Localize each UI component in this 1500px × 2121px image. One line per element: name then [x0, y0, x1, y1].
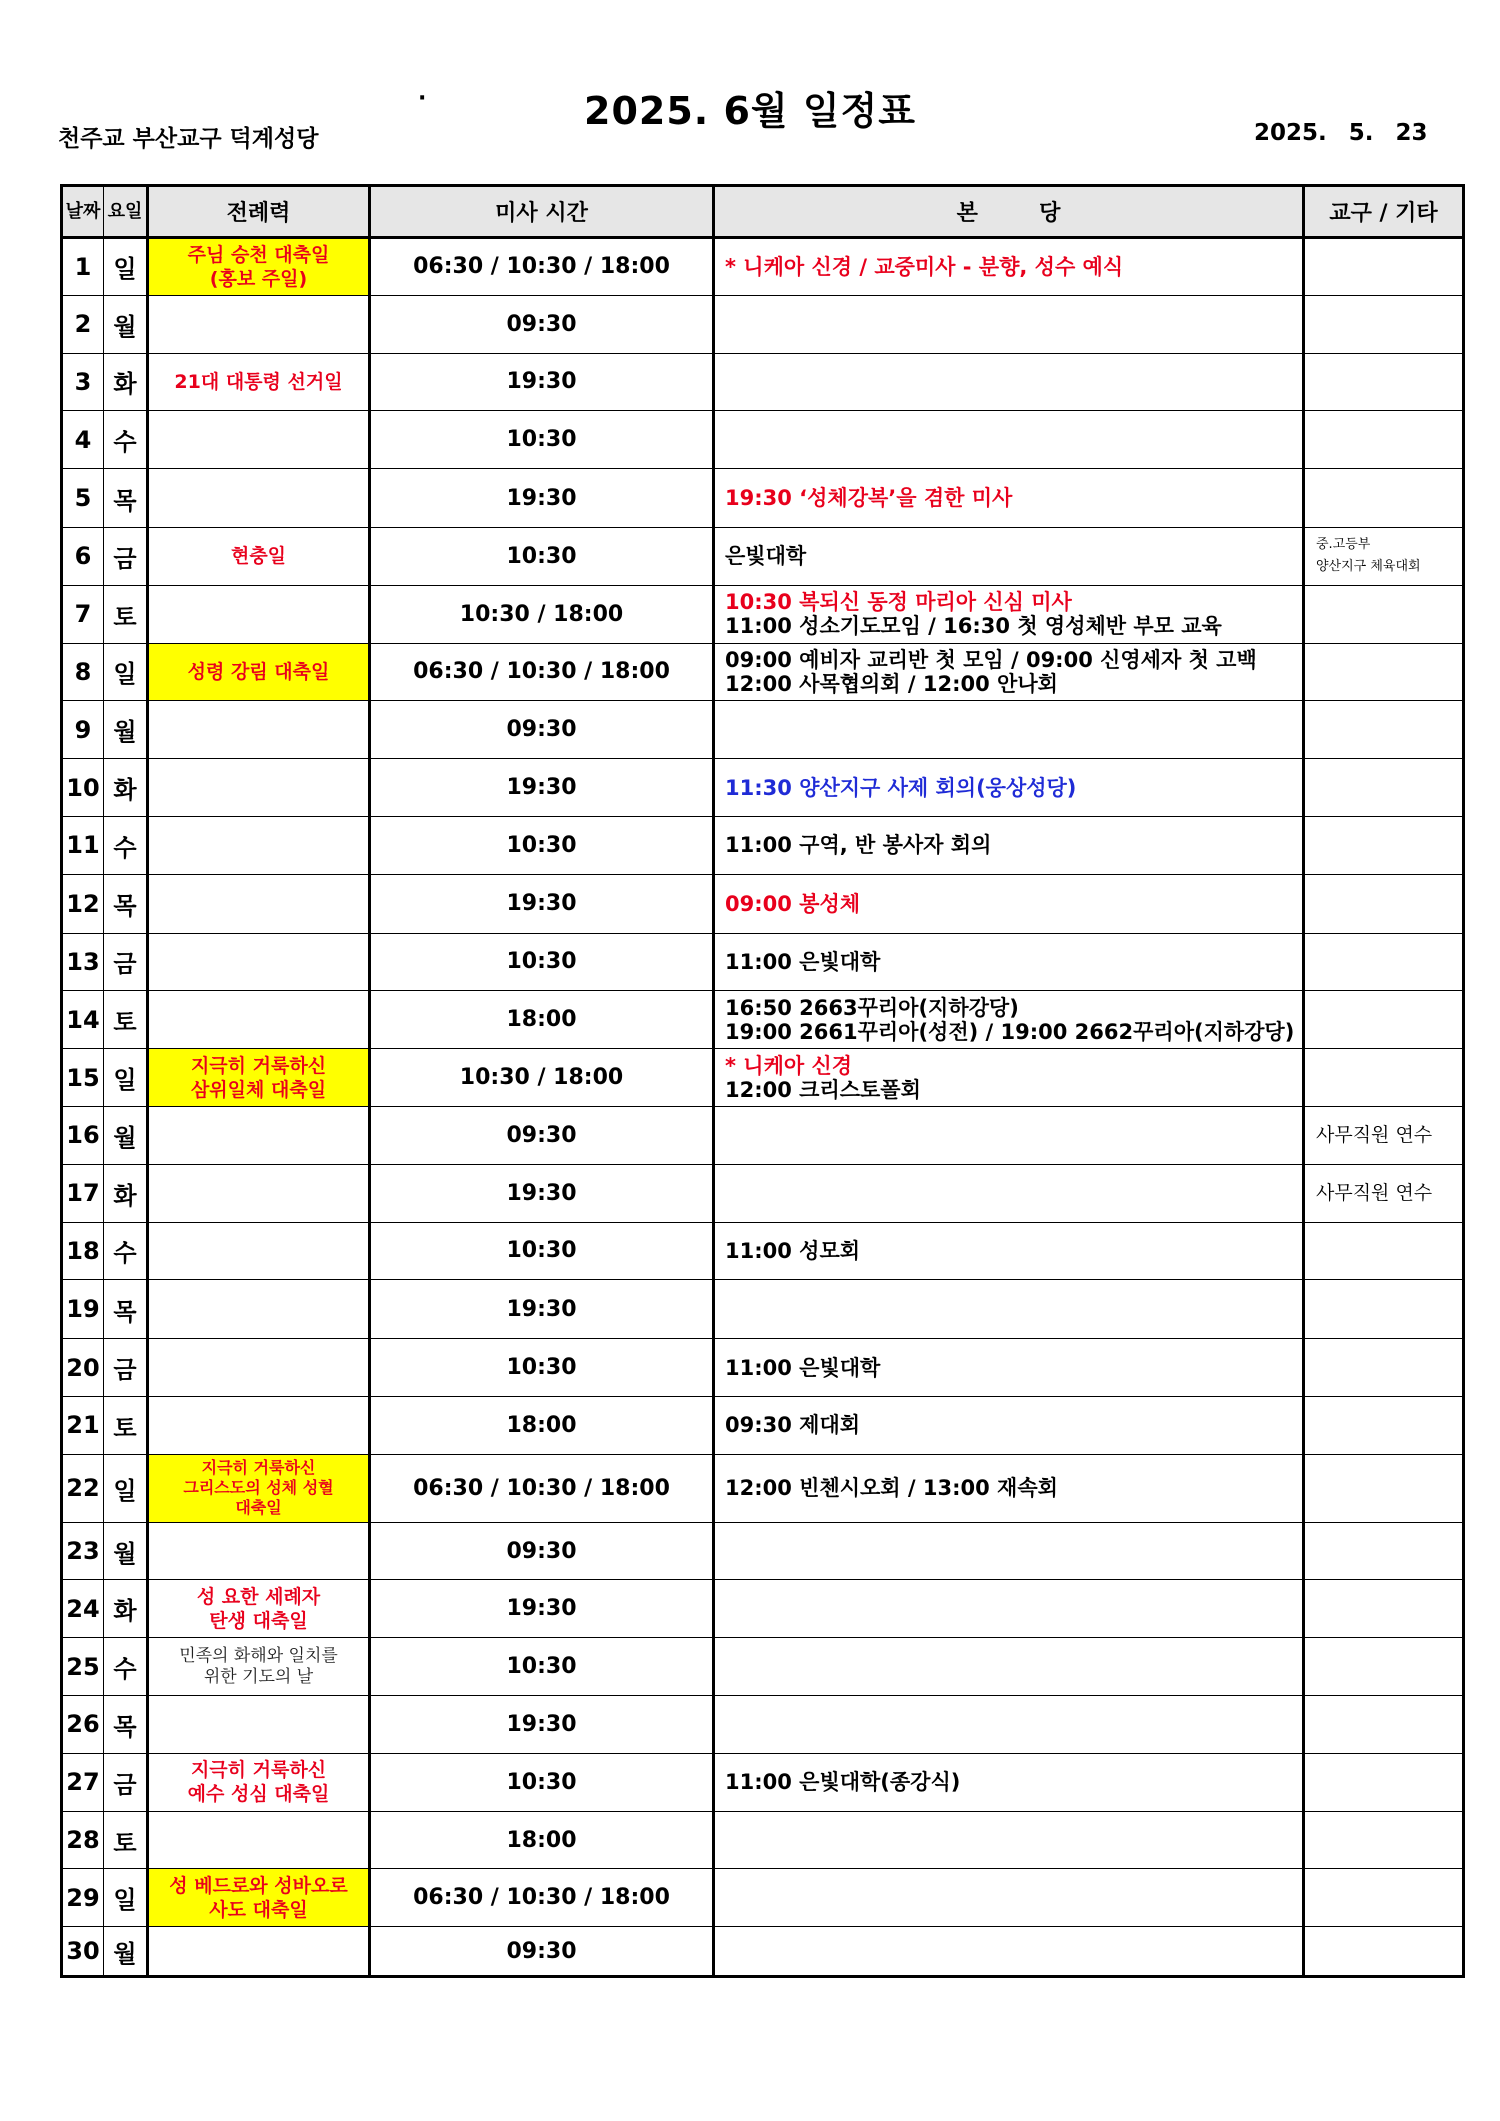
liturgy-cell	[148, 1222, 370, 1280]
table-row	[62, 238, 1464, 296]
liturgy-cell	[148, 643, 370, 701]
parish-events-cell	[714, 585, 1304, 643]
weekday-cell: 수	[104, 1222, 148, 1280]
document-date: 2025. 5. 23	[1254, 120, 1428, 146]
cell-line: 성 요한 세례자	[196, 1585, 321, 1608]
cell-line: 11:00 은빛대학(종강식)	[725, 1770, 961, 1795]
weekday-cell: 금	[104, 1339, 148, 1397]
parish-events-cell	[714, 759, 1304, 817]
mass-time-cell: 09:30	[370, 1106, 714, 1164]
diocese-etc-cell	[1304, 1049, 1464, 1107]
table-row	[62, 816, 1464, 874]
mass-time-cell: 19:30	[370, 1280, 714, 1339]
diocese-etc-cell	[1304, 759, 1464, 817]
parish-events-cell	[714, 1339, 1304, 1397]
parish-events-cell	[714, 1696, 1304, 1754]
parish-events-cell	[714, 1164, 1304, 1222]
table-row	[62, 759, 1464, 817]
table-row	[62, 295, 1464, 353]
diocese-etc-cell	[1304, 1106, 1464, 1164]
cell-line: 현충일	[230, 545, 287, 568]
diocese-etc-cell	[1304, 1753, 1464, 1811]
cell-line: 11:30 양산지구 사제 회의(웅상성당)	[725, 775, 1077, 800]
header-dot: ·	[418, 86, 427, 111]
liturgy-cell	[148, 527, 370, 585]
diocese-etc-cell	[1304, 1222, 1464, 1280]
cell-line: 12:00 빈첸시오회 / 13:00 재속회	[725, 1476, 1058, 1501]
mass-time-cell: 06:30 / 10:30 / 18:00	[370, 1869, 714, 1927]
mass-time-cell: 09:30	[370, 1522, 714, 1580]
table-row	[62, 874, 1464, 933]
day-cell: 11	[62, 816, 104, 874]
weekday-cell: 토	[104, 1811, 148, 1869]
parish-events-cell	[714, 1396, 1304, 1454]
weekday-cell: 일	[104, 1049, 148, 1107]
page-title: 2025. 6월 일정표	[584, 89, 916, 133]
mass-time-cell: 19:30	[370, 759, 714, 817]
cell-line: 지극히 거룩하신	[190, 1759, 327, 1782]
diocese-etc-cell	[1304, 1580, 1464, 1638]
liturgy-cell	[148, 759, 370, 817]
weekday-cell: 일	[104, 238, 148, 296]
cell-line: (홍보 주일)	[209, 267, 308, 290]
liturgy-cell	[148, 353, 370, 411]
day-cell: 27	[62, 1753, 104, 1811]
diocese-etc-cell	[1304, 874, 1464, 933]
cell-line: 12:00 사목협의회 / 12:00 안나회	[725, 671, 1058, 696]
weekday-cell: 목	[104, 469, 148, 528]
liturgy-cell	[148, 238, 370, 296]
cell-line: 성령 강림 대축일	[187, 660, 330, 683]
cell-line: 성 베드로와 성바오로	[169, 1874, 348, 1897]
weekday-cell: 월	[104, 1927, 148, 1977]
cell-line: 사무직원 연수	[1316, 1182, 1433, 1205]
cell-line: 탄생 대축일	[209, 1609, 308, 1632]
day-cell: 23	[62, 1522, 104, 1580]
liturgy-cell	[148, 1454, 370, 1522]
cell-line: 주님 승천 대축일	[187, 243, 330, 266]
day-cell: 5	[62, 469, 104, 528]
table-row	[62, 411, 1464, 469]
day-cell: 28	[62, 1811, 104, 1869]
day-cell: 6	[62, 527, 104, 585]
weekday-cell: 금	[104, 527, 148, 585]
diocese-etc-cell	[1304, 1869, 1464, 1927]
day-cell: 3	[62, 353, 104, 411]
cell-line: 지극히 거룩하신	[190, 1054, 327, 1077]
day-cell: 17	[62, 1164, 104, 1222]
liturgy-cell	[148, 1396, 370, 1454]
table-row	[62, 1396, 1464, 1454]
liturgy-cell	[148, 1638, 370, 1696]
day-cell: 25	[62, 1638, 104, 1696]
weekday-cell: 일	[104, 643, 148, 701]
table-row	[62, 1522, 1464, 1580]
parish-events-cell	[714, 701, 1304, 759]
parish-events-cell	[714, 1222, 1304, 1280]
cell-line: 09:00 봉성체	[725, 891, 861, 916]
cell-line: 11:00 은빛대학	[725, 949, 881, 974]
weekday-cell: 토	[104, 1396, 148, 1454]
day-cell: 12	[62, 874, 104, 933]
parish-events-cell	[714, 1106, 1304, 1164]
diocese-etc-cell	[1304, 1164, 1464, 1222]
liturgy-cell	[148, 1696, 370, 1754]
parish-events-cell	[714, 816, 1304, 874]
table-row	[62, 1049, 1464, 1107]
table-row	[62, 933, 1464, 991]
table-row	[62, 1280, 1464, 1339]
weekday-cell: 금	[104, 933, 148, 991]
diocese-etc-cell	[1304, 643, 1464, 701]
parish-events-cell	[714, 353, 1304, 411]
mass-time-cell: 09:30	[370, 1927, 714, 1977]
weekday-cell: 화	[104, 1164, 148, 1222]
liturgy-cell	[148, 295, 370, 353]
mass-time-cell: 19:30	[370, 469, 714, 528]
day-cell: 18	[62, 1222, 104, 1280]
cell-line: 19:30 ‘성체강복’을 겸한 미사	[725, 486, 1013, 511]
diocese-etc-cell	[1304, 238, 1464, 296]
day-cell: 16	[62, 1106, 104, 1164]
parish-events-cell	[714, 1049, 1304, 1107]
cell-line: 위한 기도의 날	[203, 1666, 314, 1687]
liturgy-cell	[148, 874, 370, 933]
diocese-etc-cell	[1304, 1522, 1464, 1580]
cell-line: 16:50 2663꾸리아(지하강당)	[725, 995, 1019, 1020]
liturgy-cell	[148, 1753, 370, 1811]
parish-events-cell	[714, 1454, 1304, 1522]
liturgy-cell	[148, 469, 370, 528]
day-cell: 29	[62, 1869, 104, 1927]
weekday-cell: 월	[104, 701, 148, 759]
liturgy-cell	[148, 991, 370, 1049]
day-cell: 10	[62, 759, 104, 817]
weekday-cell: 일	[104, 1869, 148, 1927]
cell-line: 삼위일체 대축일	[190, 1078, 327, 1101]
diocese-etc-cell	[1304, 933, 1464, 991]
mass-time-cell: 18:00	[370, 1811, 714, 1869]
mass-time-cell: 19:30	[370, 1696, 714, 1754]
table-row	[62, 585, 1464, 643]
diocese-etc-cell	[1304, 527, 1464, 585]
liturgy-cell	[148, 1106, 370, 1164]
table-row	[62, 1339, 1464, 1397]
cell-line: 지극히 거룩하신	[201, 1458, 316, 1478]
day-cell: 4	[62, 411, 104, 469]
mass-time-cell: 19:30	[370, 874, 714, 933]
mass-time-cell: 10:30	[370, 1753, 714, 1811]
weekday-cell: 일	[104, 1454, 148, 1522]
weekday-cell: 화	[104, 1580, 148, 1638]
cell-line: 12:00 크리스토폴회	[725, 1077, 921, 1102]
parish-events-cell	[714, 1580, 1304, 1638]
cell-line: 11:00 구역, 반 봉사자 회의	[725, 833, 992, 858]
liturgy-cell	[148, 1280, 370, 1339]
parish-events-cell	[714, 411, 1304, 469]
liturgy-cell	[148, 701, 370, 759]
liturgy-cell	[148, 1811, 370, 1869]
diocese-etc-cell	[1304, 1638, 1464, 1696]
table-row	[62, 1638, 1464, 1696]
parish-events-cell	[714, 295, 1304, 353]
parish-events-cell	[714, 1280, 1304, 1339]
table-row	[62, 353, 1464, 411]
day-cell: 8	[62, 643, 104, 701]
cell-line: 양산지구 체육대회	[1316, 559, 1421, 575]
parish-events-cell	[714, 1638, 1304, 1696]
parish-events-cell	[714, 1753, 1304, 1811]
parish-events-cell	[714, 933, 1304, 991]
liturgy-cell	[148, 933, 370, 991]
weekday-cell: 수	[104, 1638, 148, 1696]
liturgy-cell	[148, 1927, 370, 1977]
table-row	[62, 701, 1464, 759]
cell-line: 사무직원 연수	[1316, 1124, 1433, 1147]
weekday-cell: 수	[104, 411, 148, 469]
day-cell: 1	[62, 238, 104, 296]
weekday-cell: 월	[104, 1106, 148, 1164]
liturgy-cell	[148, 1869, 370, 1927]
mass-time-cell: 18:00	[370, 1396, 714, 1454]
mass-time-cell: 10:30	[370, 1339, 714, 1397]
cell-line: 21대 대통령 선거일	[174, 370, 343, 393]
diocese-etc-cell	[1304, 1396, 1464, 1454]
diocese-etc-cell	[1304, 469, 1464, 528]
table-row	[62, 1222, 1464, 1280]
day-cell: 15	[62, 1049, 104, 1107]
header-mass-time: 미사 시간	[370, 186, 714, 238]
cell-line: 그리스도의 성체 성혈	[183, 1478, 334, 1498]
mass-time-cell: 10:30	[370, 527, 714, 585]
cell-line: 11:00 은빛대학	[725, 1355, 881, 1380]
day-cell: 19	[62, 1280, 104, 1339]
organization-name: 천주교 부산교구 덕계성당	[58, 126, 319, 152]
day-cell: 7	[62, 585, 104, 643]
cell-line: 11:00 성모회	[725, 1238, 861, 1263]
mass-time-cell: 19:30	[370, 1164, 714, 1222]
weekday-cell: 수	[104, 816, 148, 874]
weekday-cell: 화	[104, 759, 148, 817]
parish-events-cell	[714, 1927, 1304, 1977]
table-row	[62, 1927, 1464, 1977]
mass-time-cell: 10:30	[370, 1222, 714, 1280]
cell-line: 예수 성심 대축일	[187, 1783, 330, 1806]
table-row	[62, 1164, 1464, 1222]
mass-time-cell: 10:30	[370, 933, 714, 991]
mass-time-cell: 10:30	[370, 411, 714, 469]
diocese-etc-cell	[1304, 816, 1464, 874]
day-cell: 24	[62, 1580, 104, 1638]
weekday-cell: 토	[104, 991, 148, 1049]
schedule-table	[60, 184, 1465, 1978]
table-row	[62, 1869, 1464, 1927]
cell-line: 민족의 화해와 일치를	[179, 1645, 338, 1666]
weekday-cell: 목	[104, 874, 148, 933]
diocese-etc-cell	[1304, 1811, 1464, 1869]
parish-events-cell	[714, 1811, 1304, 1869]
weekday-cell: 목	[104, 1280, 148, 1339]
diocese-etc-cell	[1304, 295, 1464, 353]
day-cell: 26	[62, 1696, 104, 1754]
diocese-etc-cell	[1304, 991, 1464, 1049]
parish-events-cell	[714, 1522, 1304, 1580]
parish-events-cell	[714, 238, 1304, 296]
liturgy-cell	[148, 585, 370, 643]
mass-time-cell: 10:30 / 18:00	[370, 1049, 714, 1107]
table-row	[62, 1106, 1464, 1164]
mass-time-cell: 10:30 / 18:00	[370, 585, 714, 643]
cell-line: 중.고등부	[1316, 537, 1371, 553]
diocese-etc-cell	[1304, 1454, 1464, 1522]
weekday-cell: 토	[104, 585, 148, 643]
weekday-cell: 화	[104, 353, 148, 411]
day-cell: 9	[62, 701, 104, 759]
table-row	[62, 469, 1464, 528]
diocese-etc-cell	[1304, 1696, 1464, 1754]
header-main: 본 당	[714, 186, 1304, 238]
table-row	[62, 1753, 1464, 1811]
mass-time-cell: 19:30	[370, 1580, 714, 1638]
weekday-cell: 목	[104, 1696, 148, 1754]
cell-line: * 니케아 신경 / 교중미사 - 분향, 성수 예식	[725, 254, 1124, 279]
diocese-etc-cell	[1304, 701, 1464, 759]
diocese-etc-cell	[1304, 353, 1464, 411]
table-row	[62, 991, 1464, 1049]
liturgy-cell	[148, 1580, 370, 1638]
day-cell: 21	[62, 1396, 104, 1454]
liturgy-cell	[148, 411, 370, 469]
day-cell: 22	[62, 1454, 104, 1522]
table-row	[62, 527, 1464, 585]
schedule-body	[62, 238, 1464, 1977]
weekday-cell: 월	[104, 1522, 148, 1580]
cell-line: 사도 대축일	[209, 1898, 308, 1921]
liturgy-cell	[148, 1164, 370, 1222]
header-liturgy: 전례력	[148, 186, 370, 238]
table-row	[62, 1580, 1464, 1638]
day-cell: 30	[62, 1927, 104, 1977]
liturgy-cell	[148, 816, 370, 874]
header-day: 날짜	[62, 186, 104, 238]
diocese-etc-cell	[1304, 1339, 1464, 1397]
parish-events-cell	[714, 469, 1304, 528]
header-etc: 교구 / 기타	[1304, 186, 1464, 238]
cell-line: 은빛대학	[725, 544, 807, 569]
parish-events-cell	[714, 1869, 1304, 1927]
cell-line: 11:00 성소기도모임 / 16:30 첫 영성체반 부모 교육	[725, 614, 1222, 639]
weekday-cell: 월	[104, 295, 148, 353]
cell-line: * 니케아 신경	[725, 1053, 853, 1078]
mass-time-cell: 10:30	[370, 1638, 714, 1696]
liturgy-cell	[148, 1339, 370, 1397]
parish-events-cell	[714, 874, 1304, 933]
day-cell: 14	[62, 991, 104, 1049]
liturgy-cell	[148, 1522, 370, 1580]
mass-time-cell: 09:30	[370, 295, 714, 353]
table-row	[62, 643, 1464, 701]
table-row	[62, 1696, 1464, 1754]
diocese-etc-cell	[1304, 1280, 1464, 1339]
cell-line: 19:00 2661꾸리아(성전) / 19:00 2662꾸리아(지하강당)	[725, 1019, 1295, 1044]
cell-line: 대축일	[235, 1498, 282, 1518]
parish-events-cell	[714, 527, 1304, 585]
mass-time-cell: 09:30	[370, 701, 714, 759]
table-row	[62, 1454, 1464, 1522]
mass-time-cell: 18:00	[370, 991, 714, 1049]
parish-events-cell	[714, 643, 1304, 701]
mass-time-cell: 19:30	[370, 353, 714, 411]
weekday-cell: 금	[104, 1753, 148, 1811]
header-weekday: 요일	[104, 186, 148, 238]
diocese-etc-cell	[1304, 585, 1464, 643]
cell-line: 09:30 제대회	[725, 1413, 861, 1438]
day-cell: 13	[62, 933, 104, 991]
cell-line: 10:30 복되신 동정 마리아 신심 미사	[725, 590, 1072, 615]
parish-events-cell	[714, 991, 1304, 1049]
mass-time-cell: 06:30 / 10:30 / 18:00	[370, 643, 714, 701]
diocese-etc-cell	[1304, 1927, 1464, 1977]
cell-line: 09:00 예비자 교리반 첫 모임 / 09:00 신영세자 첫 고백	[725, 647, 1257, 672]
day-cell: 2	[62, 295, 104, 353]
mass-time-cell: 06:30 / 10:30 / 18:00	[370, 238, 714, 296]
mass-time-cell: 06:30 / 10:30 / 18:00	[370, 1454, 714, 1522]
table-row	[62, 1811, 1464, 1869]
table-header-row	[62, 186, 1464, 238]
mass-time-cell: 10:30	[370, 816, 714, 874]
day-cell: 20	[62, 1339, 104, 1397]
liturgy-cell	[148, 1049, 370, 1107]
diocese-etc-cell	[1304, 411, 1464, 469]
